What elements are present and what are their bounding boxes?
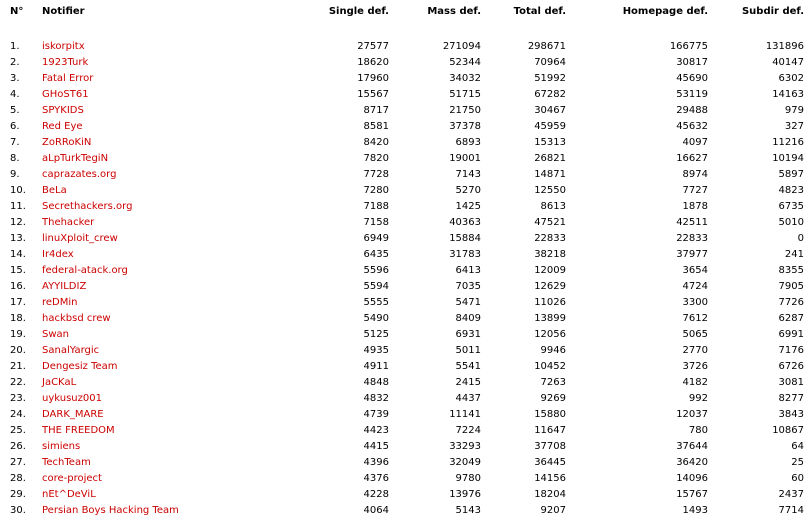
notifier-link[interactable]: TechTeam (42, 457, 91, 468)
subdir-def-cell: 131896 (765, 41, 804, 52)
total-def-cell: 13899 (534, 313, 566, 324)
table-row (0, 343, 806, 359)
notifier-cell (42, 71, 295, 87)
subdir-def-cell: 7176 (778, 345, 804, 356)
notifier-cell (42, 279, 295, 295)
notifier-link[interactable]: SPYKIDS (42, 105, 84, 116)
table-row (0, 423, 806, 439)
table-row (0, 215, 806, 231)
notifier-cell (42, 471, 295, 487)
homepage-def-cell: 8974 (682, 169, 708, 180)
table-row (0, 279, 806, 295)
notifier-cell (42, 135, 295, 151)
rank-cell: 22. (10, 377, 26, 388)
notifier-link[interactable]: JaCKaL (42, 377, 77, 388)
total-def-cell: 8613 (540, 201, 566, 212)
homepage-def-cell: 42511 (676, 217, 708, 228)
total-def-cell: 15880 (534, 409, 566, 420)
notifier-cell (42, 151, 295, 167)
subdir-def-cell: 25 (791, 457, 804, 468)
rank-cell: 30. (10, 505, 26, 516)
mass-def-cell: 31783 (449, 249, 481, 260)
total-def-cell: 14156 (534, 473, 566, 484)
notifier-cell (42, 407, 295, 423)
notifier-link[interactable]: federal-atack.org (42, 265, 128, 276)
notifier-link[interactable]: caprazates.org (42, 169, 117, 180)
table-row (0, 295, 806, 311)
rank-cell: 12. (10, 217, 26, 228)
subdir-def-cell: 14163 (772, 89, 804, 100)
total-def-cell: 26821 (534, 153, 566, 164)
total-def-cell: 14871 (534, 169, 566, 180)
single-def-cell: 8717 (363, 105, 389, 116)
rank-cell: 7. (10, 137, 20, 148)
homepage-def-cell: 37644 (676, 441, 708, 452)
total-def-cell: 9946 (540, 345, 566, 356)
mass-def-cell: 6893 (455, 137, 481, 148)
single-def-cell: 6949 (363, 233, 389, 244)
notifier-link[interactable]: GHoST61 (42, 89, 89, 100)
mass-def-cell: 5011 (455, 345, 481, 356)
subdir-def-cell: 11216 (772, 137, 804, 148)
notifier-cell (42, 487, 295, 503)
notifier-link[interactable]: simiens (42, 441, 81, 452)
notifier-link[interactable]: Ir4dex (42, 249, 74, 260)
mass-def-cell: 5270 (455, 185, 481, 196)
column-header-mass: Mass def. (427, 6, 481, 17)
subdir-def-cell: 2437 (778, 489, 804, 500)
rank-cell: 4. (10, 89, 20, 100)
total-def-cell: 30467 (534, 105, 566, 116)
single-def-cell: 7280 (363, 185, 389, 196)
rank-cell: 24. (10, 409, 26, 420)
table-row (0, 119, 806, 135)
subdir-def-cell: 7726 (778, 297, 804, 308)
total-def-cell: 38218 (534, 249, 566, 260)
mass-def-cell: 9780 (455, 473, 481, 484)
notifier-link[interactable]: DARK_MARE (42, 409, 104, 420)
rank-cell: 21. (10, 361, 26, 372)
single-def-cell: 4935 (363, 345, 389, 356)
column-header-subdir: Subdir def. (741, 6, 804, 17)
total-def-cell: 36445 (534, 457, 566, 468)
notifier-cell (42, 423, 295, 439)
single-def-cell: 4911 (363, 361, 389, 372)
notifier-cell (42, 231, 295, 247)
single-def-cell: 6435 (363, 249, 389, 260)
subdir-def-cell: 6287 (778, 313, 804, 324)
rank-cell: 25. (10, 425, 26, 436)
notifier-link[interactable]: Red Eye (42, 121, 83, 132)
column-header-total: Total def. (513, 6, 566, 17)
total-def-cell: 15313 (534, 137, 566, 148)
rank-cell: 26. (10, 441, 26, 452)
total-def-cell: 11026 (534, 297, 566, 308)
single-def-cell: 7188 (363, 201, 389, 212)
mass-def-cell: 1425 (455, 201, 481, 212)
table-row (0, 375, 806, 391)
subdir-def-cell: 3081 (778, 377, 804, 388)
mass-def-cell: 5541 (455, 361, 481, 372)
rank-cell: 3. (10, 73, 20, 84)
notifier-cell (42, 343, 295, 359)
subdir-def-cell: 4823 (778, 185, 804, 196)
rank-cell: 14. (10, 249, 26, 260)
rank-cell: 11. (10, 201, 26, 212)
subdir-def-cell: 7905 (778, 281, 804, 292)
total-def-cell: 9207 (540, 505, 566, 516)
total-def-cell: 7263 (540, 377, 566, 388)
single-def-cell: 4064 (363, 505, 389, 516)
single-def-cell: 4415 (363, 441, 389, 452)
homepage-def-cell: 15767 (676, 489, 708, 500)
rank-cell: 8. (10, 153, 20, 164)
subdir-def-cell: 327 (784, 121, 804, 132)
single-def-cell: 4396 (363, 457, 389, 468)
total-def-cell: 12629 (534, 281, 566, 292)
homepage-def-cell: 29488 (676, 105, 708, 116)
subdir-def-cell: 10194 (772, 153, 804, 164)
single-def-cell: 8420 (363, 137, 389, 148)
total-def-cell: 67282 (534, 89, 566, 100)
total-def-cell: 12056 (534, 329, 566, 340)
notifier-link[interactable]: Dengesiz Team (42, 361, 118, 372)
notifier-cell (42, 455, 295, 471)
single-def-cell: 4848 (363, 377, 389, 388)
table-row (0, 167, 806, 183)
mass-def-cell: 5471 (455, 297, 481, 308)
subdir-def-cell: 979 (784, 105, 804, 116)
total-def-cell: 70964 (534, 57, 566, 68)
notifier-cell (42, 263, 295, 279)
table-row (0, 183, 806, 199)
table-row (0, 391, 806, 407)
mass-def-cell: 7224 (455, 425, 481, 436)
homepage-def-cell: 166775 (669, 41, 708, 52)
single-def-cell: 5125 (363, 329, 389, 340)
homepage-def-cell: 45690 (676, 73, 708, 84)
table-row (0, 311, 806, 327)
homepage-def-cell: 12037 (676, 409, 708, 420)
single-def-cell: 18620 (357, 57, 389, 68)
rank-cell: 6. (10, 121, 20, 132)
notifier-link[interactable]: Secrethackers.org (42, 201, 133, 212)
homepage-def-cell: 2770 (682, 345, 708, 356)
total-def-cell: 12009 (534, 265, 566, 276)
single-def-cell: 4832 (363, 393, 389, 404)
mass-def-cell: 19001 (449, 153, 481, 164)
notifier-link[interactable]: Fatal Error (42, 73, 94, 84)
header-row (0, 0, 806, 26)
single-def-cell: 4376 (363, 473, 389, 484)
notifier-link[interactable]: SanalYargic (42, 345, 100, 356)
subdir-def-cell: 5010 (778, 217, 804, 228)
homepage-def-cell: 45632 (676, 121, 708, 132)
total-def-cell: 10452 (534, 361, 566, 372)
notifier-cell (42, 87, 295, 103)
table-row (0, 439, 806, 455)
subdir-def-cell: 241 (784, 249, 804, 260)
notifier-link[interactable]: BeLa (42, 185, 67, 196)
mass-def-cell: 51715 (449, 89, 481, 100)
notifier-link[interactable]: nEt^DeViL (42, 489, 96, 500)
homepage-def-cell: 30817 (676, 57, 708, 68)
homepage-def-cell: 4182 (682, 377, 708, 388)
notifier-cell (42, 167, 295, 183)
mass-def-cell: 21750 (449, 105, 481, 116)
table-row (0, 407, 806, 423)
subdir-def-cell: 6302 (778, 73, 804, 84)
column-header-rank: N° (10, 6, 24, 17)
homepage-def-cell: 53119 (676, 89, 708, 100)
notifier-link[interactable]: linuXploit_crew (42, 233, 118, 244)
homepage-def-cell: 22833 (676, 233, 708, 244)
subdir-def-cell: 40147 (772, 57, 804, 68)
total-def-cell: 37708 (534, 441, 566, 452)
table-row (0, 359, 806, 375)
homepage-def-cell: 992 (688, 393, 708, 404)
rank-cell: 19. (10, 329, 26, 340)
subdir-def-cell: 6726 (778, 361, 804, 372)
column-header-notifier: Notifier (42, 6, 85, 17)
notifier-link[interactable]: 1923Turk (42, 57, 89, 68)
homepage-def-cell: 3726 (682, 361, 708, 372)
total-def-cell: 9269 (540, 393, 566, 404)
homepage-def-cell: 5065 (682, 329, 708, 340)
single-def-cell: 27577 (357, 41, 389, 52)
notifier-cell (42, 391, 295, 407)
notifier-cell (42, 311, 295, 327)
single-def-cell: 17960 (357, 73, 389, 84)
rank-cell: 23. (10, 393, 26, 404)
mass-def-cell: 5143 (455, 505, 481, 516)
mass-def-cell: 15884 (449, 233, 481, 244)
column-header-homepage: Homepage def. (622, 6, 708, 17)
table-header (0, 0, 806, 26)
mass-def-cell: 13976 (449, 489, 481, 500)
notifier-cell (42, 119, 295, 135)
notifier-cell (42, 183, 295, 199)
rank-cell: 9. (10, 169, 20, 180)
single-def-cell: 15567 (357, 89, 389, 100)
table-row (0, 231, 806, 247)
table-row (0, 487, 806, 503)
mass-def-cell: 6931 (455, 329, 481, 340)
homepage-def-cell: 4097 (682, 137, 708, 148)
subdir-def-cell: 8355 (778, 265, 804, 276)
rank-cell: 2. (10, 57, 20, 68)
subdir-def-cell: 6991 (778, 329, 804, 340)
notifier-cell (42, 55, 295, 71)
mass-def-cell: 34032 (449, 73, 481, 84)
rank-cell: 17. (10, 297, 26, 308)
table-row (0, 327, 806, 343)
header-spacer (0, 26, 806, 39)
table-row (0, 135, 806, 151)
subdir-def-cell: 60 (791, 473, 804, 484)
single-def-cell: 8581 (363, 121, 389, 132)
homepage-def-cell: 7727 (682, 185, 708, 196)
rank-cell: 1. (10, 41, 20, 52)
subdir-def-cell: 0 (797, 233, 804, 244)
homepage-def-cell: 14096 (676, 473, 708, 484)
total-def-cell: 22833 (534, 233, 566, 244)
mass-def-cell: 8409 (455, 313, 481, 324)
table-row (0, 199, 806, 215)
mass-def-cell: 271094 (442, 41, 481, 52)
total-def-cell: 45959 (534, 121, 566, 132)
single-def-cell: 7728 (363, 169, 389, 180)
single-def-cell: 5594 (363, 281, 389, 292)
notifier-link[interactable]: reDMin (42, 297, 78, 308)
total-def-cell: 12550 (534, 185, 566, 196)
homepage-def-cell: 1493 (682, 505, 708, 516)
mass-def-cell: 11141 (449, 409, 481, 420)
notifier-link[interactable]: Swan (42, 329, 69, 340)
notifier-link[interactable]: Persian Boys Hacking Team (42, 505, 179, 516)
mass-def-cell: 32049 (449, 457, 481, 468)
single-def-cell: 5490 (363, 313, 389, 324)
notifier-link[interactable]: uykusuz001 (42, 393, 102, 404)
notifier-cell (42, 439, 295, 455)
table-row (0, 103, 806, 119)
homepage-def-cell: 780 (688, 425, 708, 436)
table-row (0, 151, 806, 167)
notifier-link[interactable]: hackbsd crew (42, 313, 111, 324)
rank-cell: 20. (10, 345, 26, 356)
homepage-def-cell: 3654 (682, 265, 708, 276)
single-def-cell: 7158 (363, 217, 389, 228)
rank-cell: 10. (10, 185, 26, 196)
mass-def-cell: 4437 (455, 393, 481, 404)
notifier-cell (42, 295, 295, 311)
homepage-def-cell: 36420 (676, 457, 708, 468)
subdir-def-cell: 5897 (778, 169, 804, 180)
subdir-def-cell: 7714 (778, 505, 804, 516)
total-def-cell: 11647 (534, 425, 566, 436)
total-def-cell: 298671 (527, 41, 566, 52)
mass-def-cell: 40363 (449, 217, 481, 228)
mass-def-cell: 37378 (449, 121, 481, 132)
subdir-def-cell: 8277 (778, 393, 804, 404)
notifier-cell (42, 103, 295, 119)
homepage-def-cell: 37977 (676, 249, 708, 260)
notifier-link[interactable]: iskorpitx (42, 41, 85, 52)
subdir-def-cell: 10867 (772, 425, 804, 436)
notifier-link[interactable]: Thehacker (42, 217, 95, 228)
rank-cell: 13. (10, 233, 26, 244)
rank-cell: 29. (10, 489, 26, 500)
table-row (0, 471, 806, 487)
table-row (0, 55, 806, 71)
subdir-def-cell: 6735 (778, 201, 804, 212)
total-def-cell: 47521 (534, 217, 566, 228)
notifier-link[interactable]: AYYILDIZ (42, 281, 87, 292)
notifier-link[interactable]: THE FREEDOM (42, 425, 115, 436)
homepage-def-cell: 7612 (682, 313, 708, 324)
homepage-def-cell: 3300 (682, 297, 708, 308)
rank-cell: 27. (10, 457, 26, 468)
notifier-cell (42, 39, 295, 55)
single-def-cell: 7820 (363, 153, 389, 164)
notifier-cell (42, 247, 295, 263)
single-def-cell: 4739 (363, 409, 389, 420)
mass-def-cell: 7143 (455, 169, 481, 180)
rank-cell: 28. (10, 473, 26, 484)
table-row (0, 87, 806, 103)
notifier-link[interactable]: aLpTurkTegiN (42, 153, 109, 164)
rank-cell: 5. (10, 105, 20, 116)
notifier-cell (42, 327, 295, 343)
rank-cell: 18. (10, 313, 26, 324)
table-row (0, 71, 806, 87)
notifier-cell (42, 199, 295, 215)
mass-def-cell: 6413 (455, 265, 481, 276)
mass-def-cell: 7035 (455, 281, 481, 292)
total-def-cell: 18204 (534, 489, 566, 500)
table-body (0, 26, 806, 519)
table-row (0, 455, 806, 471)
subdir-def-cell: 3843 (778, 409, 804, 420)
notifier-link[interactable]: ZoRRoKiN (42, 137, 92, 148)
homepage-def-cell: 16627 (676, 153, 708, 164)
single-def-cell: 4423 (363, 425, 389, 436)
homepage-def-cell: 1878 (682, 201, 708, 212)
rank-cell: 16. (10, 281, 26, 292)
spacer-cell (0, 26, 806, 39)
table-row (0, 247, 806, 263)
table-row (0, 39, 806, 55)
column-header-single: Single def. (328, 6, 389, 17)
rank-cell: 15. (10, 265, 26, 276)
mass-def-cell: 33293 (449, 441, 481, 452)
mass-def-cell: 52344 (449, 57, 481, 68)
notifier-link[interactable]: core-project (42, 473, 102, 484)
mass-def-cell: 2415 (455, 377, 481, 388)
single-def-cell: 5596 (363, 265, 389, 276)
notifier-cell (42, 359, 295, 375)
single-def-cell: 4228 (363, 489, 389, 500)
single-def-cell: 5555 (363, 297, 389, 308)
table-row (0, 263, 806, 279)
subdir-def-cell: 64 (791, 441, 804, 452)
notifier-cell (42, 375, 295, 391)
homepage-def-cell: 4724 (682, 281, 708, 292)
notifier-cell (42, 215, 295, 231)
total-def-cell: 51992 (534, 73, 566, 84)
